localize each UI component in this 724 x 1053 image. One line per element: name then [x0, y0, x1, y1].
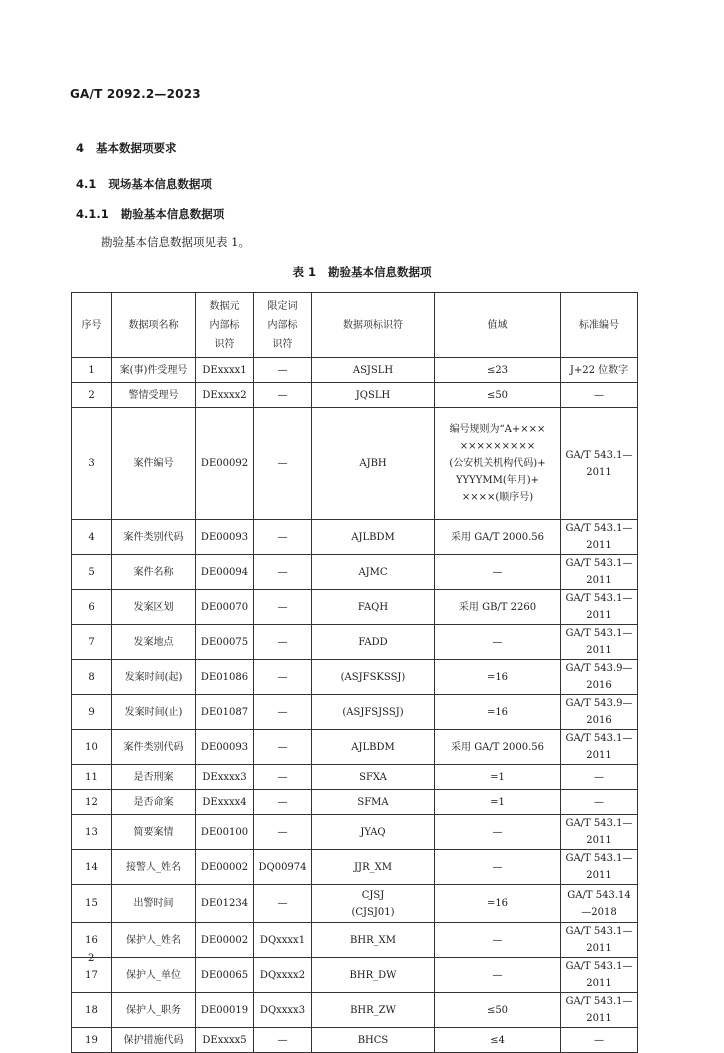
cell-qualifier-id: — — [254, 555, 312, 590]
cell-standard: GA/T 543.14—2018 — [561, 885, 638, 923]
table-row — [72, 408, 638, 520]
table-row — [72, 790, 638, 815]
cell-name: 接警人_姓名 — [112, 850, 196, 885]
table-row — [72, 383, 638, 408]
cell-seq: 6 — [72, 590, 112, 625]
cell-value-domain: — — [435, 815, 561, 850]
cell-seq: 2 — [72, 383, 112, 408]
cell-name: 案(事)件受理号 — [112, 358, 196, 383]
cell-standard: GA/T 543.1—2011 — [561, 923, 638, 958]
table-row — [72, 660, 638, 695]
header-value-domain: 值域 — [435, 293, 561, 358]
cell-element-id: DE00002 — [196, 850, 254, 885]
table-row — [72, 765, 638, 790]
cell-item-id: FADD — [312, 625, 435, 660]
cell-value-domain: =1 — [435, 790, 561, 815]
cell-value-domain: =16 — [435, 695, 561, 730]
cell-value-domain: ≤23 — [435, 358, 561, 383]
cell-seq: 17 — [72, 958, 112, 993]
cell-standard: GA/T 543.1—2011 — [561, 730, 638, 765]
header-element-id: 数据元 内部标 识符 — [196, 293, 254, 358]
section-heading-4: 4 基本数据项要求 — [76, 141, 177, 155]
cell-standard: — — [561, 1028, 638, 1053]
cell-standard: — — [561, 790, 638, 815]
cell-item-id: JYAQ — [312, 815, 435, 850]
table-row — [72, 520, 638, 555]
cell-element-id: DExxxx4 — [196, 790, 254, 815]
cell-value-domain: 采用 GA/T 2000.56 — [435, 730, 561, 765]
cell-name: 发案时间(止) — [112, 695, 196, 730]
cell-name: 案件编号 — [112, 408, 196, 520]
cell-qualifier-id: — — [254, 815, 312, 850]
table-row — [72, 850, 638, 885]
cell-item-id: AJBH — [312, 408, 435, 520]
cell-item-id: AJMC — [312, 555, 435, 590]
cell-seq: 4 — [72, 520, 112, 555]
cell-name: 案件类别代码 — [112, 730, 196, 765]
cell-seq: 18 — [72, 993, 112, 1028]
cell-seq: 9 — [72, 695, 112, 730]
table-header-row — [72, 293, 638, 358]
cell-name: 保护人_单位 — [112, 958, 196, 993]
cell-value-domain: =1 — [435, 765, 561, 790]
cell-name: 保护人_姓名 — [112, 923, 196, 958]
cell-element-id: DE01234 — [196, 885, 254, 923]
cell-item-id: BHR_ZW — [312, 993, 435, 1028]
cell-qualifier-id: — — [254, 590, 312, 625]
cell-seq: 3 — [72, 408, 112, 520]
cell-name: 发案区划 — [112, 590, 196, 625]
cell-qualifier-id: — — [254, 695, 312, 730]
cell-standard: GA/T 543.1—2011 — [561, 520, 638, 555]
cell-value-domain: =16 — [435, 885, 561, 923]
cell-value-domain: ≤50 — [435, 383, 561, 408]
cell-item-id: BHR_DW — [312, 958, 435, 993]
cell-name: 出警时间 — [112, 885, 196, 923]
table-row — [72, 923, 638, 958]
cell-value-domain: 采用 GB/T 2260 — [435, 590, 561, 625]
cell-standard: GA/T 543.1—2011 — [561, 625, 638, 660]
cell-qualifier-id: DQxxxx2 — [254, 958, 312, 993]
cell-element-id: DExxxx5 — [196, 1028, 254, 1053]
header-item-id: 数据项标识符 — [312, 293, 435, 358]
cell-qualifier-id: — — [254, 660, 312, 695]
cell-element-id: DExxxx1 — [196, 358, 254, 383]
cell-qualifier-id: DQxxxx1 — [254, 923, 312, 958]
cell-standard: GA/T 543.1—2011 — [561, 993, 638, 1028]
cell-seq: 1 — [72, 358, 112, 383]
table-row — [72, 1028, 638, 1053]
cell-qualifier-id: — — [254, 765, 312, 790]
header-seq: 序号 — [72, 293, 112, 358]
cell-element-id: DE00093 — [196, 730, 254, 765]
document-code: GA/T 2092.2—2023 — [70, 87, 201, 101]
table-row — [72, 590, 638, 625]
cell-value-domain: 编号规则为“A+××× ××××××××× (公安机关机构代码)+ YYYYMM(年月)+ ××××(顺序号) — [435, 408, 561, 520]
cell-item-id: (ASJFSKSSJ) — [312, 660, 435, 695]
cell-item-id: SFXA — [312, 765, 435, 790]
cell-value-domain: — — [435, 850, 561, 885]
cell-value-domain: 采用 GA/T 2000.56 — [435, 520, 561, 555]
cell-qualifier-id: DQxxxx3 — [254, 993, 312, 1028]
cell-element-id: DExxxx3 — [196, 765, 254, 790]
cell-standard: GA/T 543.1—2011 — [561, 408, 638, 520]
cell-item-id: FAQH — [312, 590, 435, 625]
cell-element-id: DE00019 — [196, 993, 254, 1028]
cell-item-id: AJLBDM — [312, 730, 435, 765]
cell-name: 保护措施代码 — [112, 1028, 196, 1053]
cell-element-id: DExxxx2 — [196, 383, 254, 408]
cell-value-domain: =16 — [435, 660, 561, 695]
cell-item-id: JQSLH — [312, 383, 435, 408]
table-row — [72, 815, 638, 850]
cell-value-domain: ≤50 — [435, 993, 561, 1028]
cell-name: 是否命案 — [112, 790, 196, 815]
cell-element-id: DE00100 — [196, 815, 254, 850]
cell-qualifier-id: — — [254, 520, 312, 555]
table-row — [72, 358, 638, 383]
cell-element-id: DE00075 — [196, 625, 254, 660]
cell-qualifier-id: — — [254, 1028, 312, 1053]
cell-name: 发案时间(起) — [112, 660, 196, 695]
section-heading-4-1-1: 4.1.1 勘验基本信息数据项 — [76, 207, 225, 221]
cell-name: 是否刑案 — [112, 765, 196, 790]
cell-seq: 10 — [72, 730, 112, 765]
table-row — [72, 885, 638, 923]
cell-standard: GA/T 543.9—2016 — [561, 660, 638, 695]
cell-standard: GA/T 543.1—2011 — [561, 958, 638, 993]
cell-item-id: BHR_XM — [312, 923, 435, 958]
cell-element-id: DE00093 — [196, 520, 254, 555]
cell-item-id: (ASJFSJSSJ) — [312, 695, 435, 730]
cell-name: 警情受理号 — [112, 383, 196, 408]
cell-qualifier-id: — — [254, 383, 312, 408]
cell-standard: GA/T 543.9—2016 — [561, 695, 638, 730]
cell-seq: 11 — [72, 765, 112, 790]
cell-element-id: DE00092 — [196, 408, 254, 520]
table-row — [72, 555, 638, 590]
cell-element-id: DE00070 — [196, 590, 254, 625]
cell-element-id: DE00094 — [196, 555, 254, 590]
cell-item-id: CJSJ (CJSJ01) — [312, 885, 435, 923]
cell-value-domain: ≤4 — [435, 1028, 561, 1053]
header-qualifier-id: 限定词 内部标 识符 — [254, 293, 312, 358]
cell-standard: GA/T 543.1—2011 — [561, 555, 638, 590]
cell-element-id: DE01086 — [196, 660, 254, 695]
cell-standard: GA/T 543.1—2011 — [561, 590, 638, 625]
cell-seq: 12 — [72, 790, 112, 815]
header-standard: 标准编号 — [561, 293, 638, 358]
cell-qualifier-id: — — [254, 790, 312, 815]
table-caption: 表 1 勘验基本信息数据项 — [292, 265, 432, 279]
cell-value-domain: — — [435, 923, 561, 958]
cell-value-domain: — — [435, 625, 561, 660]
cell-seq: 14 — [72, 850, 112, 885]
cell-item-id: BHCS — [312, 1028, 435, 1053]
cell-standard: GA/T 543.1—2011 — [561, 850, 638, 885]
table-body — [72, 358, 638, 1053]
cell-standard: GA/T 543.1—2011 — [561, 815, 638, 850]
table-row — [72, 695, 638, 730]
cell-name: 案件名称 — [112, 555, 196, 590]
cell-item-id: JJR_XM — [312, 850, 435, 885]
cell-seq: 8 — [72, 660, 112, 695]
cell-standard: — — [561, 383, 638, 408]
section-heading-4-1: 4.1 现场基本信息数据项 — [76, 177, 212, 191]
cell-item-id: ASJSLH — [312, 358, 435, 383]
cell-qualifier-id: — — [254, 885, 312, 923]
table-row — [72, 730, 638, 765]
table-row — [72, 625, 638, 660]
cell-seq: 5 — [72, 555, 112, 590]
table-row — [72, 993, 638, 1028]
cell-seq: 19 — [72, 1028, 112, 1053]
cell-qualifier-id: — — [254, 408, 312, 520]
cell-standard: J+22 位数字 — [561, 358, 638, 383]
body-paragraph: 勘验基本信息数据项见表 1。 — [101, 235, 250, 249]
cell-standard: — — [561, 765, 638, 790]
header-name: 数据项名称 — [112, 293, 196, 358]
cell-element-id: DE01087 — [196, 695, 254, 730]
cell-name: 发案地点 — [112, 625, 196, 660]
cell-seq: 13 — [72, 815, 112, 850]
cell-name: 案件类别代码 — [112, 520, 196, 555]
cell-name: 保护人_职务 — [112, 993, 196, 1028]
cell-value-domain: — — [435, 958, 561, 993]
cell-element-id: DE00065 — [196, 958, 254, 993]
cell-name: 简要案情 — [112, 815, 196, 850]
cell-qualifier-id: — — [254, 730, 312, 765]
page-number: 2 — [88, 953, 95, 964]
table-row — [72, 958, 638, 993]
cell-element-id: DE00002 — [196, 923, 254, 958]
cell-qualifier-id: — — [254, 625, 312, 660]
cell-seq: 15 — [72, 885, 112, 923]
cell-item-id: AJLBDM — [312, 520, 435, 555]
data-items-table — [71, 292, 638, 1053]
cell-qualifier-id: DQ00974 — [254, 850, 312, 885]
cell-value-domain: — — [435, 555, 561, 590]
cell-qualifier-id: — — [254, 358, 312, 383]
cell-item-id: SFMA — [312, 790, 435, 815]
cell-seq: 7 — [72, 625, 112, 660]
cell-seq: 16 — [72, 923, 112, 958]
